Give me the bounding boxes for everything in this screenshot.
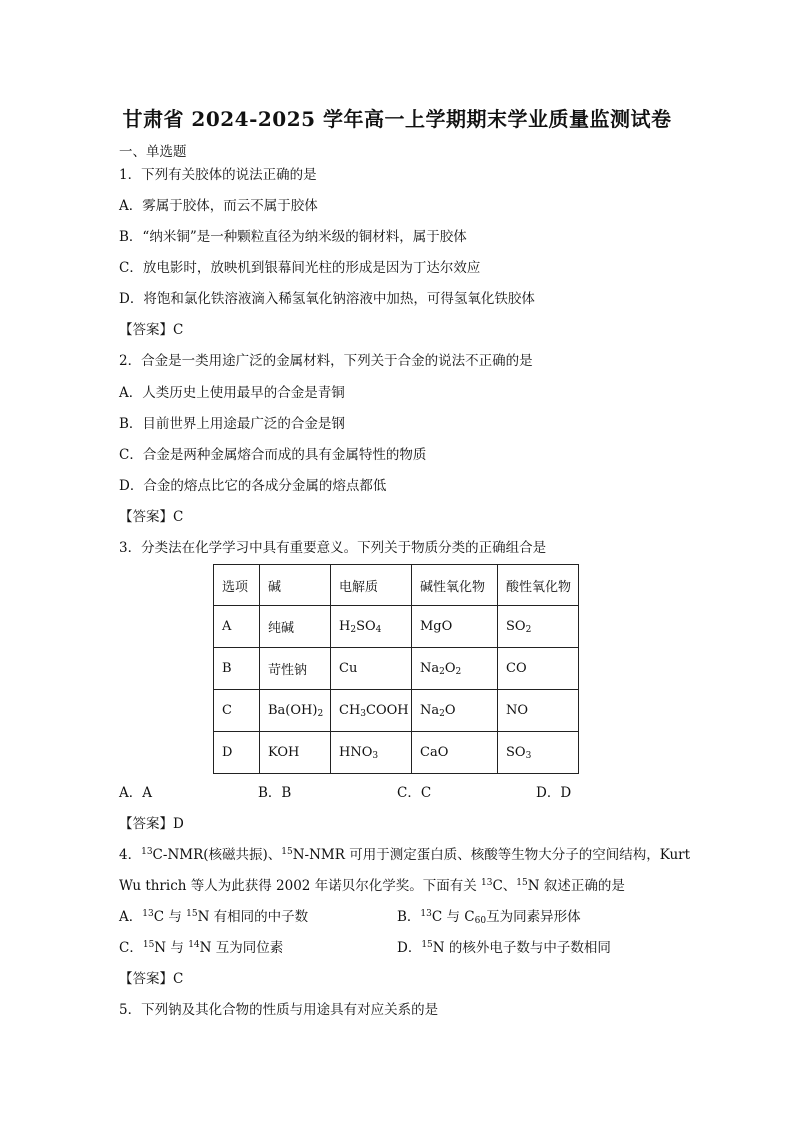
table-cell: $SO_2$ [498,606,579,648]
q4-stem-line2: Wu thrich 等人为此获得 2002 年诺贝尔化学奖。下面有关 $^{13}$C、$^{15}$N 叙述正确的是 [119,878,625,894]
q3-choice-d: D．D [536,785,572,801]
q1-answer: 【答案】C [119,322,184,338]
q4-option-c: C．$^{15}$N 与 $^{14}$N 互为同位素 [119,940,284,956]
table-cell: C [214,690,260,732]
table-cell: CO [498,648,579,690]
q3-answer: 【答案】D [119,816,184,832]
table-cell: 苛性钠 [260,648,331,690]
q2-option-b: B．目前世界上用途最广泛的合金是钢 [119,416,345,432]
table-cell: CaO [412,732,498,774]
table-cell: B [214,648,260,690]
table-row [214,732,579,774]
q4-answer: 【答案】C [119,971,184,987]
exam-title: 甘肃省 2024-2025 学年高一上学期期末学业质量监测试卷 [122,107,672,131]
q2-answer: 【答案】C [119,509,184,525]
q4-option-b: B．$^{13}$C 与 $C_{60}$互为同素异形体 [397,909,581,926]
table-cell: $Na_2O$ [412,690,498,732]
table-row [214,648,579,690]
q1-option-a: A．雾属于胶体，而云不属于胶体 [119,198,318,214]
table-cell: KOH [260,732,331,774]
q3-choice-c: C．C [397,785,432,801]
table-row [214,690,579,732]
q3-stem: 3．分类法在化学学习中具有重要意义。下列关于物质分类的正确组合是 [119,540,547,556]
table-cell: A [214,606,260,648]
table-header-cell: 碱性氧化物 [412,565,498,606]
section-heading: 一、单选题 [119,144,187,160]
table-cell: D [214,732,260,774]
q4-option-d: D．$^{15}$N 的核外电子数与中子数相同 [397,940,611,956]
table-row [214,606,579,648]
table-cell: $SO_3$ [498,732,579,774]
table-cell: $HNO_3$ [331,732,412,774]
table-cell: 纯碱 [260,606,331,648]
q4-option-a: A．$^{13}$C 与 $^{15}$N 有相同的中子数 [119,909,309,925]
classification-table [213,564,579,774]
q3-choice-b: B．B [258,785,292,801]
q2-stem: 2．合金是一类用途广泛的金属材料，下列关于合金的说法不正确的是 [119,353,533,369]
q1-option-c: C．放电影时，放映机到银幕间光柱的形成是因为丁达尔效应 [119,260,481,276]
q5-stem: 5．下列钠及其化合物的性质与用途具有对应关系的是 [119,1002,439,1018]
table-cell: Cu [331,648,412,690]
table-header-cell: 电解质 [331,565,412,606]
table-cell: $H_2SO_4$ [331,606,412,648]
table-cell: $Ba(OH)_2$ [260,690,331,732]
q1-option-d: D．将饱和氯化铁溶液滴入稀氢氧化钠溶液中加热，可得氢氧化铁胶体 [119,291,535,307]
table-cell: MgO [412,606,498,648]
q3-choice-a: A．A [119,785,152,801]
table-cell: $Na_2O_2$ [412,648,498,690]
q1-stem: 1．下列有关胶体的说法正确的是 [119,167,317,183]
table-header-cell: 选项 [214,565,260,606]
q2-option-a: A．人类历史上使用最早的合金是青铜 [119,385,345,401]
table-cell: $CH_3COOH$ [331,690,412,732]
table-header-cell: 碱 [260,565,331,606]
q2-option-c: C．合金是两种金属熔合而成的具有金属特性的物质 [119,447,427,463]
table-header-cell: 酸性氧化物 [498,565,579,606]
q2-option-d: D．合金的熔点比它的各成分金属的熔点都低 [119,478,387,494]
q1-option-b: B．“纳米铜”是一种颗粒直径为纳米级的铜材料，属于胶体 [119,229,467,245]
q4-stem-line1: 4．$^{13}$C-NMR(核磁共振)、$^{15}$N-NMR 可用于测定蛋白质、核酸等生物大分子的空间结构，Kurt [119,847,691,863]
table-cell: NO [498,690,579,732]
table-header-row [214,565,579,606]
